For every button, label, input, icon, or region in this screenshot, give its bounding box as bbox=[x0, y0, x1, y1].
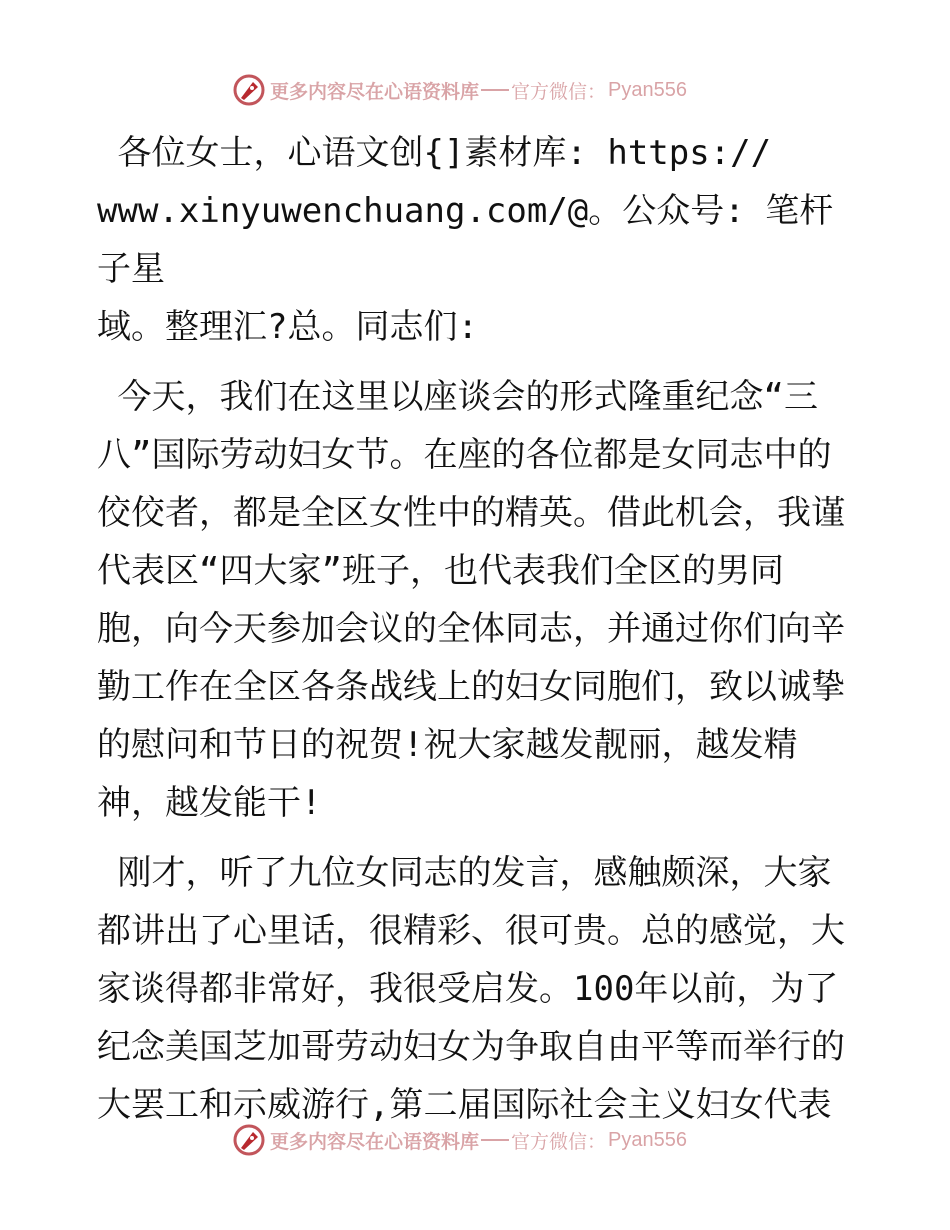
paragraph-1-line-3: 域。整理汇?总。同志们: bbox=[97, 307, 478, 347]
paragraph-1-line-1: 各位女士，心语文创{]素材库: https:// bbox=[97, 133, 772, 173]
paragraph-3 bbox=[97, 844, 857, 1134]
paragraph-2-line-5: 胞，向今天参加会议的全体同志，并通过你们向辛 bbox=[97, 609, 845, 649]
footer-slogan: 更多内容尽在心语资料库 bbox=[270, 1130, 480, 1153]
header-dash-divider bbox=[481, 89, 509, 91]
paragraph-2-line-3: 佼佼者，都是全区女性中的精英。借此机会，我谨 bbox=[97, 493, 845, 533]
footer-dash-divider bbox=[481, 1139, 509, 1141]
paragraph-3-line-3: 家谈得都非常好，我很受启发。100年以前，为了 bbox=[97, 969, 839, 1009]
footer-wechat-label: 官方微信： bbox=[511, 1130, 607, 1153]
footer-wechat-id: Pyan556 bbox=[608, 1128, 687, 1151]
pen-nib-logo-icon bbox=[232, 1123, 266, 1157]
paragraph-3-line-2: 都讲出了心里话，很精彩、很可贵。总的感觉，大 bbox=[97, 911, 845, 951]
paragraph-2-line-1: 今天，我们在这里以座谈会的形式隆重纪念“三 bbox=[97, 377, 818, 417]
paragraph-3-line-5: 大罢工和示威游行,第二届国际社会主义妇女代表 bbox=[97, 1085, 832, 1125]
header-slogan: 更多内容尽在心语资料库 bbox=[270, 80, 480, 103]
paragraph-3-line-1: 刚才，听了九位女同志的发言，感触颇深，大家 bbox=[97, 853, 832, 893]
paragraph-2-line-6: 勤工作在全区各条战线上的妇女同胞们，致以诚挚 bbox=[97, 667, 845, 707]
header-watermark-banner bbox=[232, 72, 687, 108]
paragraph-2-line-8: 神，越发能干! bbox=[97, 783, 322, 823]
paragraph-2-line-2: 八”国际劳动妇女节。在座的各位都是女同志中的 bbox=[97, 435, 832, 475]
header-wechat-id: Pyan556 bbox=[608, 78, 687, 101]
paragraph-2-line-4: 代表区“四大家”班子，也代表我们全区的男同 bbox=[97, 551, 784, 591]
pen-nib-logo-icon bbox=[232, 73, 266, 107]
paragraph-2-line-7: 的慰问和节日的祝贺!祝大家越发靓丽，越发精 bbox=[97, 725, 798, 765]
document-body bbox=[97, 124, 857, 1134]
header-wechat-label: 官方微信： bbox=[511, 80, 607, 103]
paragraph-1-line-2: www.xinyuwenchuang.com/@。公众号: 笔杆子星 bbox=[97, 191, 834, 289]
footer-watermark-banner bbox=[232, 1122, 687, 1158]
paragraph-2 bbox=[97, 368, 857, 832]
paragraph-3-line-4: 纪念美国芝加哥劳动妇女为争取自由平等而举行的 bbox=[97, 1027, 845, 1067]
paragraph-1 bbox=[97, 124, 857, 356]
